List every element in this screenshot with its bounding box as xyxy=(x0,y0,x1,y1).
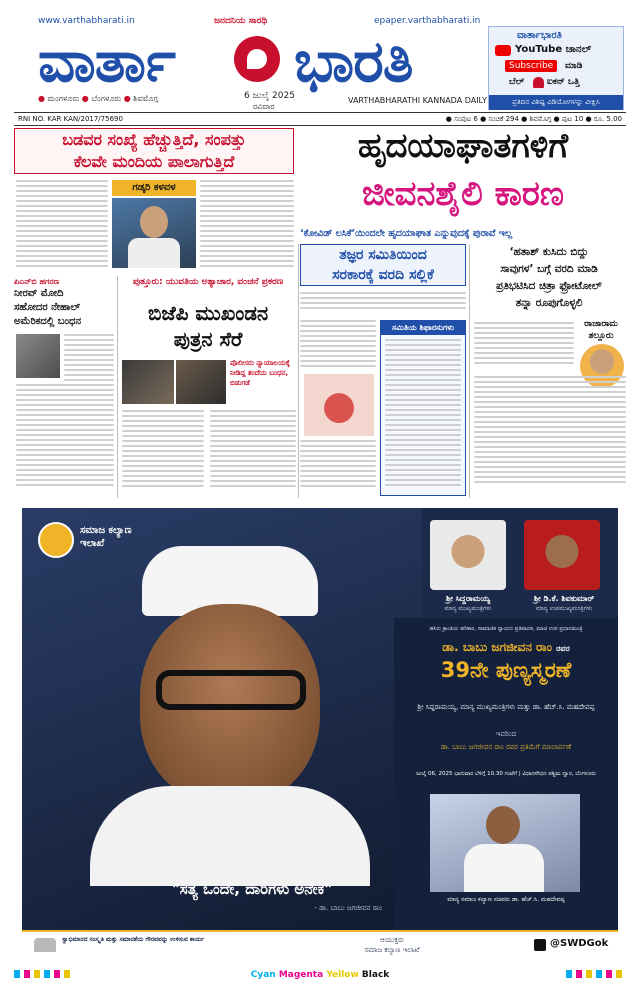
event-panel xyxy=(394,618,618,958)
edition-mangaluru: ಮಂಗಳೂರು xyxy=(47,94,80,103)
website-url[interactable]: www.varthabharati.in xyxy=(38,16,135,26)
covid-subhead[interactable]: ‘ಕೋವಿಡ್ ಲಸಿಕೆ’ಯಿಂದಲೇ ಹೃದಯಾಘಾತ ಎನ್ನುವುದಕ್ಕೆ ಪುರಾವೆ ಇಲ್ಲ xyxy=(300,228,513,239)
columnist-name: ರಾಜಾರಾಮ ತಲ್ಲೂರು xyxy=(584,319,618,341)
jagjivan-ram-portrait xyxy=(80,546,380,886)
dcm-role: ಮಾನ್ಯ ಉಪಮುಖ್ಯಮಂತ್ರಿಗಳು xyxy=(535,605,593,612)
registration-dots-right xyxy=(566,970,626,978)
ad-footer-mid-a: ಆಯುಕ್ತರು xyxy=(379,936,405,944)
bjp-photo-b xyxy=(176,360,226,404)
nirav-kicker: ಪಿಎನ್‌ಬಿ ಹಗರಣ xyxy=(14,277,60,286)
heart-photo xyxy=(304,374,374,436)
issue-date: 6 ಜುಲೈ 2025 xyxy=(244,91,295,101)
print-mark-black: Black xyxy=(361,970,390,980)
edition-shivamogga: ಶಿವಮೊಗ್ಗ xyxy=(133,94,159,103)
poverty-headline-line1[interactable]: ಬಡವರ ಸಂಖ್ಯೆ ಹೆಚ್ಚುತ್ತಿದೆ, ಸಂಪತ್ತು xyxy=(62,130,246,149)
ad-footer xyxy=(22,930,618,958)
promo-bell-suffix: ಐಕನ್ ಒತ್ತಿ xyxy=(547,77,580,87)
nirav-line2: ಸಹೋದರ ನೇಹಾಲ್ xyxy=(14,302,81,313)
x-logo-icon xyxy=(534,939,546,951)
event-inaug: ಶ್ರೀ ಸಿದ್ದರಾಮಯ್ಯ, ಮಾನ್ಯ ಮುಖ್ಯಮಂತ್ರಿಗಳು ಮತ್ತು ಡಾ. ಹೆಚ್.ಸಿ. ಮಹದೇವಪ್ಪ xyxy=(417,703,595,711)
minister-body xyxy=(464,844,544,892)
issue-day: ರವಿವಾರ xyxy=(253,102,275,111)
jagjivan-ram-ad xyxy=(22,508,618,958)
twitter-handle[interactable]: @SWDGok xyxy=(550,938,609,949)
bjp-headline-line2[interactable]: ಪುತ್ರನ ಸೆರೆ xyxy=(173,327,243,351)
print-marks xyxy=(0,966,640,984)
tagline: ಜನದನಿಯ ಸಾರಥಿ xyxy=(214,16,268,26)
minister-head xyxy=(486,806,520,844)
event-ceremony: ಡಾ. ಬಾಬು ಜಗಜೀವನ ರಾಂ ರವರ ಪ್ರತಿಮೆಗೆ ಮಾಲಾರ್ಪಣೆ xyxy=(440,743,572,751)
print-mark-yellow: Yellow xyxy=(326,970,359,980)
gadkari-story-text-2 xyxy=(200,180,294,272)
police-kicker: ಪೊಲೀಸರು ನ್ಯಾಯಾಲಯಕ್ಕೆ ನೀಡಿದ್ದ ತಂದೆಯ ಬಂಧನ, ಬಿಡುಗಡೆ xyxy=(230,359,290,387)
promo-footer: ಪ್ರತಿದಿನ ವಿಶಿಷ್ಟ ವಿಡಿಯೋಗಳನ್ನು ವೀಕ್ಷಿಸಿ xyxy=(489,95,623,110)
hathas-line2: ಸಾವುಗಳ’ ಬಗ್ಗೆ ವರದಿ ಮಾಡಿ xyxy=(500,263,598,275)
print-mark-magenta: Magenta xyxy=(278,970,324,980)
event-name xyxy=(394,640,618,655)
gadkari-tag: ಗಡ್ಕರಿ ಕಳವಳ xyxy=(112,180,196,196)
nirav-photo xyxy=(16,334,60,378)
logo-title-left: ವಾರ್ತಾ xyxy=(38,27,175,95)
subscribe-badge[interactable]: Subscribe xyxy=(505,60,557,72)
epaper-url[interactable]: epaper.varthabharati.in xyxy=(374,16,481,26)
cm-role: ಮಾನ್ಯ ಮುಖ್ಯಮಂತ್ರಿಗಳು xyxy=(444,605,492,612)
puttur-kicker: ಪುತ್ತೂರು: ಯುವತಿಯ ಅತ್ಯಾಚಾರ, ವಂಚನೆ ಪ್ರಕರಣ xyxy=(132,277,284,287)
bjp-headline-line1[interactable]: ಬಿಜೆಪಿ ಮುಖಂಡನ xyxy=(147,301,269,325)
ad-quote-author: - ಡಾ. ಬಾಬು ಜಗಜೀವನ ರಾಂ xyxy=(314,904,382,912)
hathas-line1: ‘ಹತಾಶ್ ಕುಸಿದು ಬಿದ್ದು xyxy=(509,246,589,258)
youtube-promo[interactable] xyxy=(488,26,624,110)
glasses-icon xyxy=(156,670,306,710)
experts-headline-line1[interactable]: ತಜ್ಞರ ಸಮಿತಿಯಿಂದ xyxy=(339,247,427,263)
bird-icon xyxy=(247,49,267,69)
person-head xyxy=(140,206,168,238)
event-intro: ಹಸಿರು ಕ್ರಾಂತಿಯ ಹರಿಕಾರ, ಸಾಮಾಜಿಕ ನ್ಯಾಯದ ಪ್ರತಿಪಾದಕ, ಮಾಜಿ ಉಪ ಪ್ರಧಾನಮಂತ್ರಿ xyxy=(429,626,583,632)
editions xyxy=(38,94,158,104)
event-name-text: ಡಾ. ಬಾಬು ಜಗಜೀವನ ರಾಂ xyxy=(442,640,552,654)
vidhana-soudha-icon xyxy=(34,938,56,952)
subscribe-suffix: ಮಾಡಿ xyxy=(565,61,583,71)
hathas-text-b xyxy=(474,376,626,496)
bjp-text-a xyxy=(122,410,204,496)
committee-list xyxy=(381,335,465,486)
event-date-venue: ಜುಲೈ 06, 2025 ಭಾನುವಾರ ಬೆಳಿಗ್ಗೆ 10.30 ಗಂಟೆಗೆ | ವಿಧಾನಸೌಧದ ಪಶ್ಚಿಮ ದ್ವಾರ, ಬೆಂಗಳೂರು xyxy=(416,771,596,777)
hathas-line3: ಪ್ರತಿಭಟಿಸಿದ ಚಿತ್ರಾ ಫ್ರೋಟೋಲ್ xyxy=(496,280,602,292)
bell-icon xyxy=(533,77,544,88)
bjp-text-b xyxy=(210,410,296,496)
ad-footer-mid-b: ಸಮಾಜ ಕಲ್ಯಾಣ ಇಲಾಖೆ xyxy=(364,946,420,954)
gadkari-story-text xyxy=(16,180,108,272)
column-rule xyxy=(469,244,470,498)
person-body xyxy=(128,238,180,268)
nirav-line3: ಅಮೆರಿಕದಲ್ಲಿ ಬಂಧನ xyxy=(14,316,82,327)
bjp-photo-a xyxy=(122,360,174,404)
cm-photo xyxy=(430,520,506,590)
edition-bullet: ● xyxy=(81,94,92,103)
portrait-kurta xyxy=(90,786,370,886)
rni-number: RNI NO. KAR KAN/2017/75690 xyxy=(18,115,123,123)
experts-column-a xyxy=(300,320,376,372)
event-name-suffix: ರವರ xyxy=(556,644,570,653)
cm-name: ಶ್ರೀ ಸಿದ್ದರಾಮಯ್ಯ xyxy=(445,594,491,603)
hathas-line4: ತನ್ನಾ ರೂಪುಗೊಳ್ಳಲಿ xyxy=(515,297,583,309)
dcm-photo xyxy=(524,520,600,590)
column-rule xyxy=(298,244,299,498)
experts-story-text xyxy=(300,292,466,316)
logo-emblem xyxy=(234,36,280,82)
minister-photo xyxy=(430,794,580,892)
youtube-icon xyxy=(495,45,511,56)
ad-footer-left: ಸ್ವಾಭಿಮಾನದ ಸಂಸ್ಕೃತಿ ಮತ್ತು ಸಮಾನತೆಯ ಗೌರವವನ್ನು ಉಳಿಸುವ ಕಾರ್ಯ xyxy=(62,936,205,943)
experts-headline-box xyxy=(300,244,466,286)
edition-bengaluru: ಬೆಂಗಳೂರು xyxy=(91,94,122,103)
event-title: 39ನೇ ಪುಣ್ಯಸ್ಮರಣೆ xyxy=(440,658,572,682)
edition-bullet: ● xyxy=(38,94,48,103)
promo-bell: ಬೆಲ್ xyxy=(509,77,525,87)
hathas-text-a xyxy=(474,322,574,370)
promo-brand: ವಾರ್ತಾಭಾರತಿ xyxy=(517,30,562,41)
poverty-headline-line2[interactable]: ಕೆಲವೇ ಮಂದಿಯ ಪಾಲಾಗುತ್ತಿದೆ xyxy=(73,152,235,171)
masthead xyxy=(38,14,487,122)
event-presence: ಇವರಿಂದ xyxy=(495,730,517,738)
hathas-headline[interactable] xyxy=(472,244,626,318)
column-rule xyxy=(117,276,118,498)
committee-tag: ಸಮಿತಿಯ ಶಿಫಾರಸುಗಳು xyxy=(381,321,465,335)
dcm-name: ಶ್ರೀ ಡಿ.ಕೆ. ಶಿವಕುಮಾರ್ xyxy=(533,594,595,603)
nirav-headline[interactable] xyxy=(14,276,114,330)
lead-headline-line1[interactable]: ಹೃದಯಾಘಾತಗಳಿಗೆ xyxy=(357,126,569,166)
logo-title-right: ಭಾರತಿ xyxy=(294,27,413,95)
promo-channel: YouTube ಚಾನಲ್ xyxy=(515,44,592,55)
minister-caption: ಮಾನ್ಯ ಸಮಾಜ ಕಲ್ಯಾಣ ಸಚಿವರು ಡಾ. ಹೆಚ್.ಸಿ. ಮಹದೇವಪ್ಪ xyxy=(447,896,565,903)
committee-box xyxy=(380,320,466,496)
paper-name: VARTHABHARATHI KANNADA DAILY xyxy=(348,96,487,105)
print-mark-cyan: Cyan xyxy=(250,970,276,980)
gadkari-photo xyxy=(112,198,196,268)
registration-dots-left xyxy=(14,970,74,978)
ad-quote: "ಸತ್ಯ ಒಂದೇ, ದಾರಿಗಳು ಅನೇಕ" xyxy=(171,880,333,898)
edition-bullet: ● xyxy=(123,94,134,103)
experts-headline-line2[interactable]: ಸರಕಾರಕ್ಕೆ ವರದಿ ಸಲ್ಲಿಕೆ xyxy=(332,267,434,283)
issue-details: ● ಸಂಪುಟ 6 ● ಸಂಚಿಕೆ 294 ● ಶಿವಮೊಗ್ಗ ● ಪುಟ 10 ● ರೂ. 5.00 xyxy=(445,115,622,123)
nirav-line1: ನೀರವ್ ಮೋದಿ xyxy=(14,288,64,299)
ad-department: ಸಮಾಜ ಕಲ್ಯಾಣ ಇಲಾಖೆ xyxy=(80,525,132,549)
karnataka-emblem-icon xyxy=(38,522,74,558)
experts-column-b xyxy=(300,440,376,496)
poverty-headline-box xyxy=(14,128,294,174)
lead-headline-line2[interactable]: ಜೀವನಶೈಲಿ ಕಾರಣ xyxy=(362,174,564,214)
nirav-text-2 xyxy=(16,384,114,494)
